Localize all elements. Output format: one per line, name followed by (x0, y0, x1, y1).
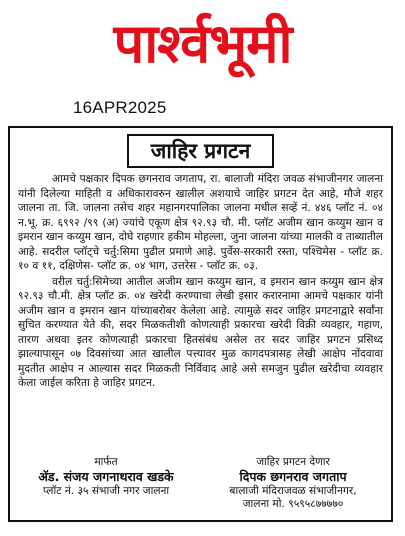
advocate-address: प्लॉट नं. ३५ संभाजी नगर जालना (42, 485, 170, 497)
client-address-line-2: जालना मो. ९५९५८७७७७० (242, 498, 344, 510)
advocate-heading: मार्फत (94, 456, 118, 468)
client-signature (198, 456, 388, 511)
signature-block (10, 456, 391, 514)
advocate-signature (22, 456, 190, 498)
newspaper-masthead: पार्श्वभूमी (113, 12, 292, 75)
notice-paragraph-1: आमचे पक्षकार दिपक छगनराव जगताप, रा. बालाजी मंदिरा जवळ संभाजीनगर जालना यांनी दिलेल्या माहिती व अधिकारावरुन खालील अशयाचे जाहिर प्रगटन देत आहे, मौजे शहर जालना ता. जि. जालना तसेच शहर महानगरपालिका जालना मधील सव्हें नं. ४४६ प्लॉट नं. ०४ न.भू. क्र. ६९९२ /९९ (अ) ज्यांचे एकूण क्षेत्र ९२.९३ चौ. मी. प्लॉट अजीम खान कय्युम खान व इमरान खान कय्युम खान, दोघे राहणार हकीम मोहल्ला, जुना जालना यांच्या मालकी व ताब्यातील आहे. सदरील प्लॉट्चे चर्तु:सिमा पुढील प्रमाणे आहे. पुर्वेस-सरकारी रस्ता, पश्चिमेस - प्लॉट क्र. १० व ११, दक्षिणेस- प्लॉट क्र. ०४ भाग, उत्तरेस - प्लॉट क्र. ०३. (18, 173, 383, 272)
notice-title: जाहिर प्रगटन (127, 134, 275, 168)
public-notice-box (8, 126, 393, 522)
advocate-name: ॲड. संजय जगनाथराव खडके (38, 469, 174, 484)
notice-paragraph-2: वरील चर्तु:सिमेच्या आतील अजीम खान कय्युम खान, व इमरान खान कय्युम खान क्षेत्र ९२.९३ चौ.मी. क्षेत्र प्लॉट क्र. ०४ खरेदी करण्याचा लेखी इसार करारनामा आमचे पक्षकार यांनी अजीम खान व इमरान खान यांच्याबरोबर केलेला आहे. त्यामुळे सदर जाहिर प्रगटनाद्वारे सर्वांना सुचित करण्यात येते की, सदर मिळकतीशी कोणत्याही प्रकारचा खरेदी विक्री व्यवहार, गहाण, तारण अथवा इतर कोणत्याही प्रकारचा हितसंबंध असेल तर सदर जाहिर प्रगटन प्रसिध्द झाल्यापासून ०७ दिवसांच्या आत खालील पत्त्यावर मुळ कागदपत्रासह लेखी आक्षेप नोंदवावा मुदतीत आक्षेप न आल्यास सदर मिळकती निर्विवाद आहे असे समजुन पुढील खरेदीचा व्यवहार केला जाईल करिता हे जाहिर प्रगटन. (18, 275, 383, 389)
client-heading: जाहिर प्रगटन देणार (256, 456, 330, 468)
edition-date: 16APR2025 (73, 98, 167, 117)
client-address-line-1: बालाजी मंदिराजवळ संभाजीनगर, (229, 485, 357, 497)
notice-title-wrap (16, 134, 385, 168)
client-name: दिपक छगनराव जगताप (239, 469, 347, 484)
